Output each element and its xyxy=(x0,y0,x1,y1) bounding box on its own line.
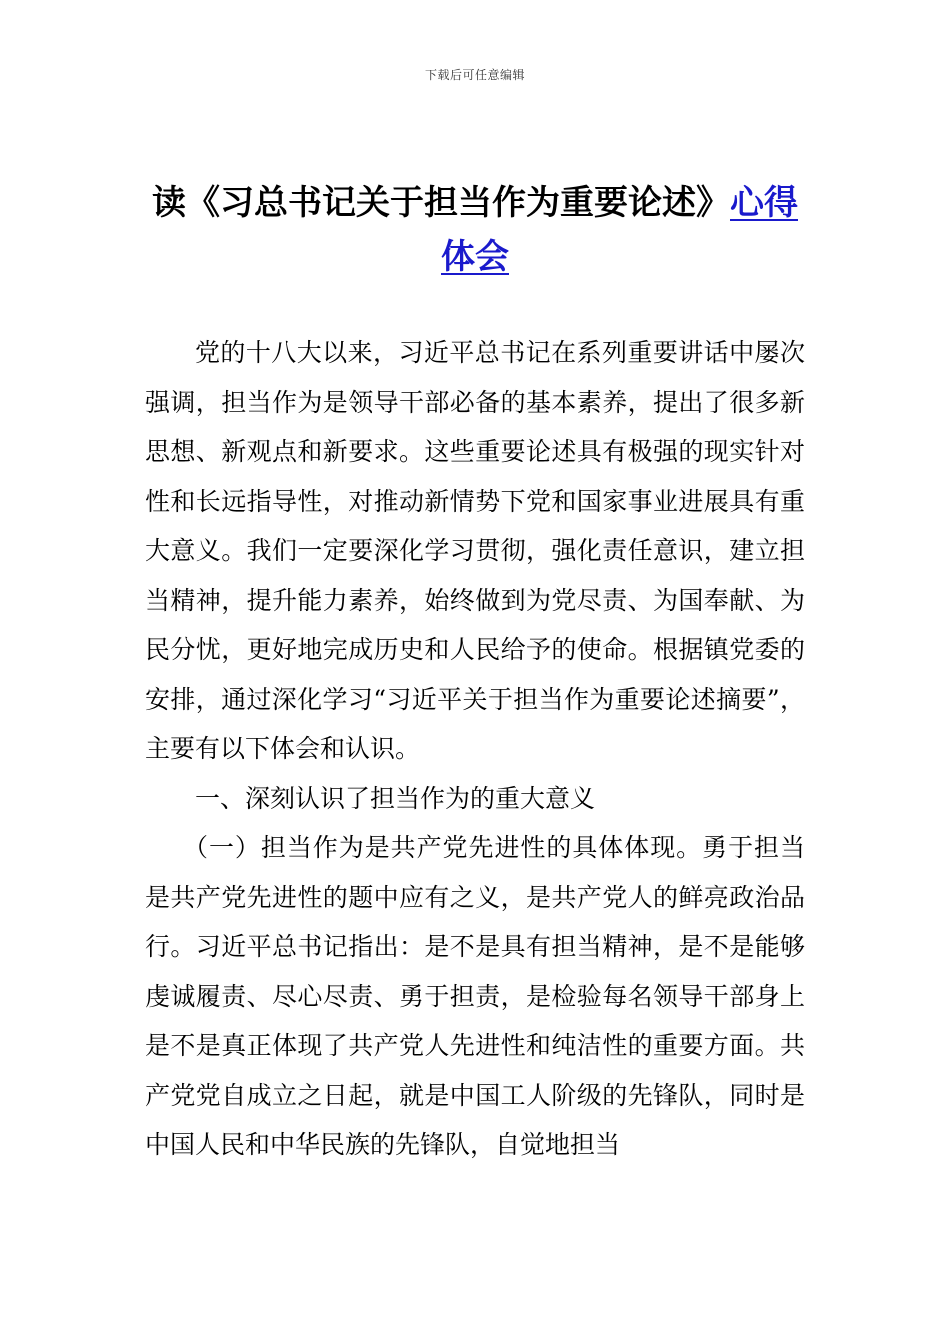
document-title xyxy=(145,176,805,284)
title-link[interactable]: 心得体会 xyxy=(441,183,798,277)
section-heading-1: 一、深刻认识了担当作为的重大意义 xyxy=(195,783,596,813)
header-note: 下载后可任意编辑 xyxy=(424,68,525,82)
title-main: 读《习总书记关于担当作为重要论述》 xyxy=(152,183,730,223)
document-body xyxy=(145,328,805,1170)
paragraph-subsection-1: （一）担当作为是共产党先进性的具体体现。勇于担当是共产党先进性的题中应有之义，是共产党人的鲜亮政治品行。习近平总书记指出：是不是具有担当精神，是不是能够虔诚履责、尽心尽责、勇于担责，是检验每名领导干部身上是不是真正体现了共产党人先进性和纯洁性的重要方面。共产党党自成立之日起，就是中国工人阶级的先锋队，同时是中国人民和中华民族的先锋队，自觉地担当 xyxy=(145,833,805,1159)
paragraph-intro: 党的十八大以来，习近平总书记在系列重要讲话中屡次强调，担当作为是领导干部必备的基本素养，提出了很多新思想、新观点和新要求。这些重要论述具有极强的现实针对性和长远指导性，对推动新情势下党和国家事业进展具有重大意义。我们一定要深化学习贯彻，强化责任意识，建立担当精神，提升能力素养，始终做到为党尽责、为国奉献、为民分忧，更好地完成历史和人民给予的使命。根据镇党委的安排，通过深化学习“习近平关于担当作为重要论述摘要”，主要有以下体会和认识。 xyxy=(145,338,805,763)
